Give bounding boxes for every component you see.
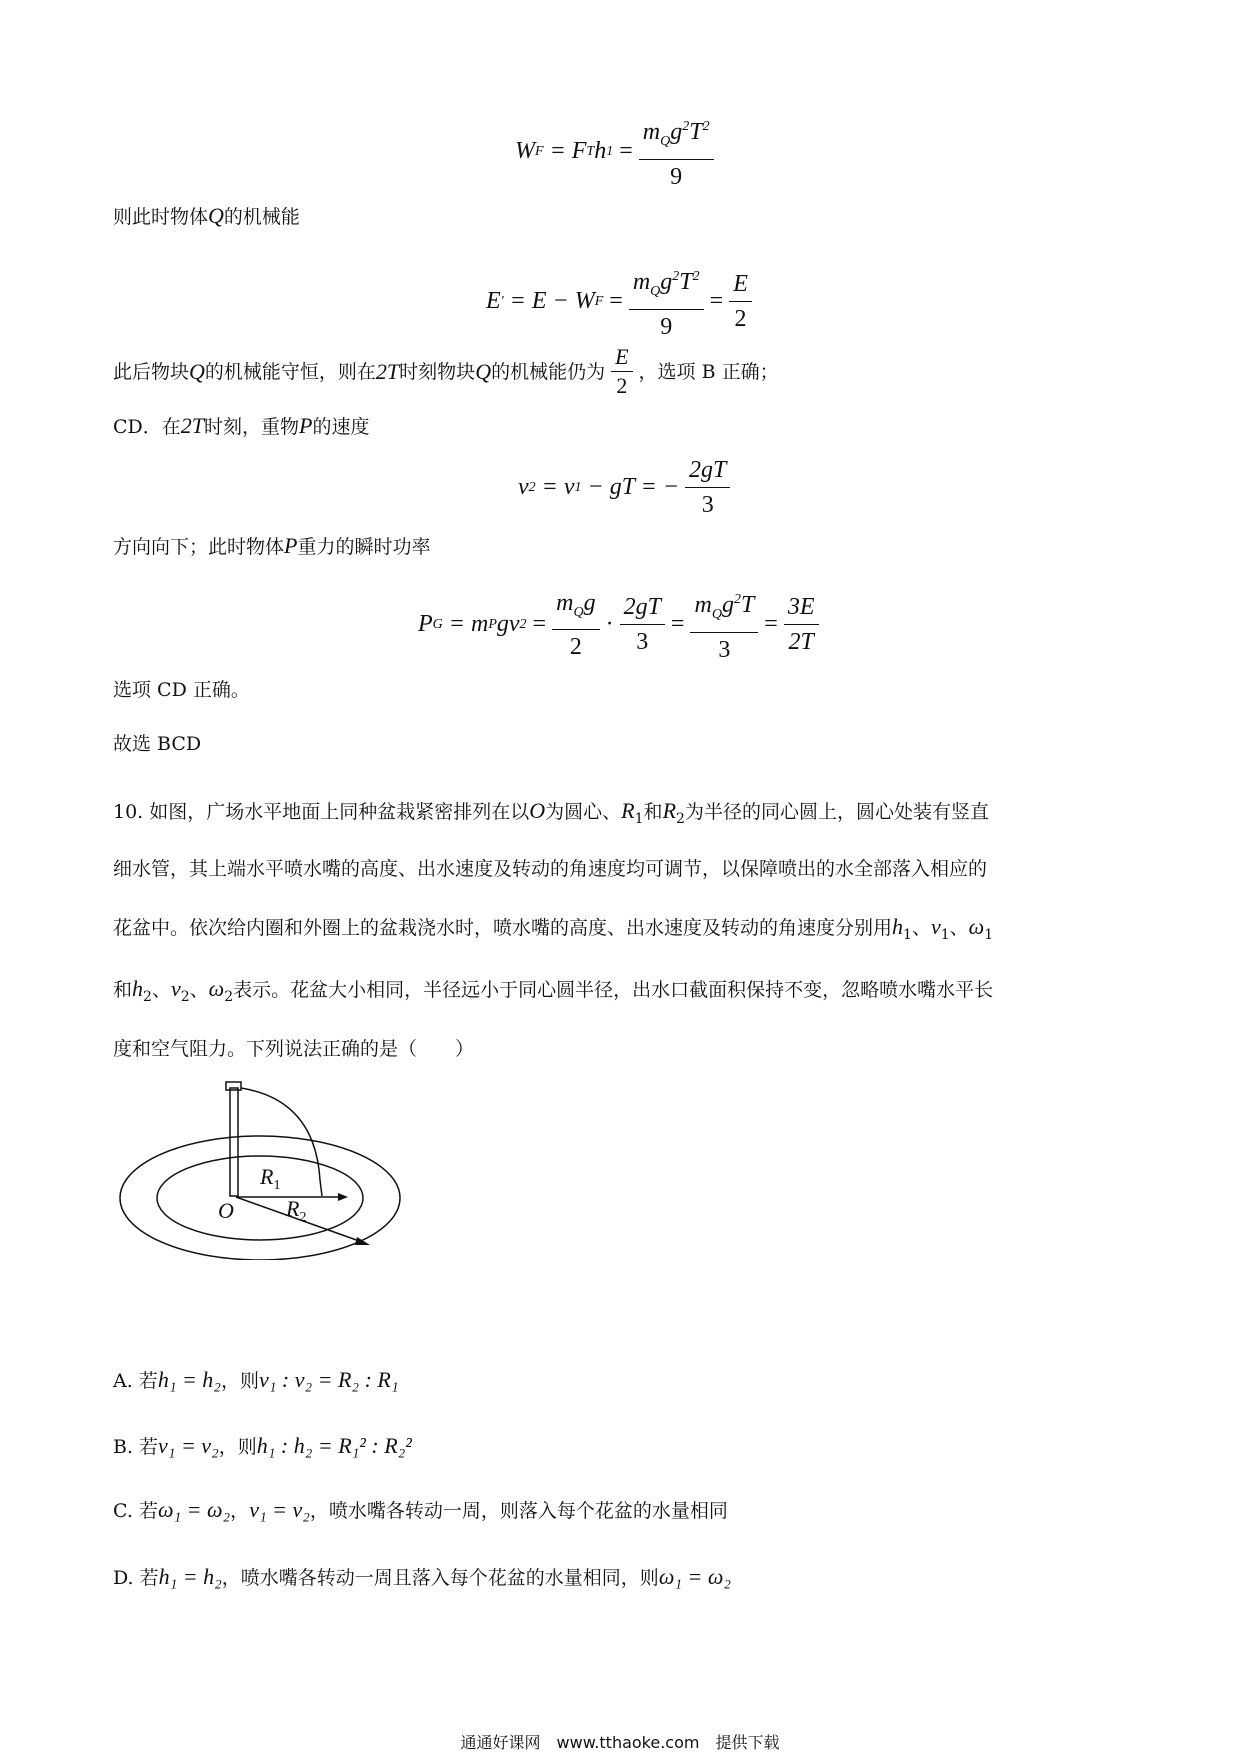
question-line-2: 细水管，其上端水平喷水嘴的高度、出水速度及转动的角速度均可调节，以保障喷出的水全部落入相应的 <box>113 858 988 880</box>
question-line-1: 10. 如图，广场水平地面上同种盆栽紧密排列在以O为圆心、$R_1$和$R_2$为半径的同心圆上，圆心处装有竖直 <box>113 798 989 827</box>
option-b[interactable]: B. 若v₁ = v₂，则h₁ : h₂ = R₁² : R₂² <box>113 1433 412 1458</box>
water-pipe <box>230 1088 238 1196</box>
label-o: O <box>218 1198 234 1223</box>
option-c[interactable]: C. 若ω₁ = ω₂，v₁ = v₂，喷水嘴各转动一周，则落入每个花盆的水量相同 <box>113 1497 728 1522</box>
equation-power: P G = m P gv 2 = $\frac{m_Qg}{2}$ · $\frac{2gT}{3}$ = $\frac{m_Qg^2T}{3}$ = $\frac{3E}{2T}$ <box>418 585 825 665</box>
question-line-5: 度和空气阻力。下列说法正确的是（ ） <box>113 1038 475 1060</box>
arrow-r1 <box>338 1193 348 1201</box>
text-cd-velocity: CD．在2T时刻，重物P的速度 <box>113 413 370 438</box>
label-r2: $R_2$ <box>286 1196 307 1225</box>
option-d[interactable]: D. 若h₁ = h₂，喷水嘴各转动一周且落入每个花盆的水量相同，则ω₁ = ω₂ <box>113 1564 732 1589</box>
question-line-4: 和$h_2$、$v_2$、$\omega_2$表示。花盆大小相同，半径远小于同心圆半径，出水口截面积保持不变，忽略喷水嘴水平长 <box>113 976 994 1005</box>
text-mechanical-energy: 则此时物体Q的机械能 <box>113 203 300 228</box>
text-answer: 故选 BCD <box>113 733 202 755</box>
option-a[interactable]: A. 若h₁ = h₂，则v₁ : v₂ = R₂ : R₁ <box>113 1367 399 1392</box>
concentric-circles-figure <box>110 1080 410 1260</box>
text-direction: 方向向下；此时物体P重力的瞬时功率 <box>113 533 431 558</box>
text-cd-correct: 选项 CD 正确。 <box>113 679 250 701</box>
equation-work: W F = F T h 1 = $\frac{m_Qg^2T^2}{9}$ <box>515 112 720 192</box>
equation-velocity: v 2 = v 1 − gT = − $\frac{2gT}{3}$ <box>518 455 736 520</box>
water-trajectory <box>241 1088 322 1196</box>
equation-energy: E ' = E − W F = $\frac{m_Qg^2T^2}{9}$ = $\frac{E}{2}$ <box>486 262 758 342</box>
text-conservation: 此后物块 Q 的机械能守恒，则在 2T 时刻物块 Q 的机械能仍为 $\frac{E}{2}$ ，选项 B 正确； <box>113 344 779 398</box>
label-r1: $R_1$ <box>260 1164 281 1193</box>
page-footer: 通通好课网 www.tthaoke.com 提供下载 <box>460 1733 780 1752</box>
question-line-3: 花盆中。依次给内圈和外圈上的盆栽浇水时，喷水嘴的高度、出水速度及转动的角速度分别用$h_1$、$v_1$、$\omega_1$ <box>113 914 994 943</box>
